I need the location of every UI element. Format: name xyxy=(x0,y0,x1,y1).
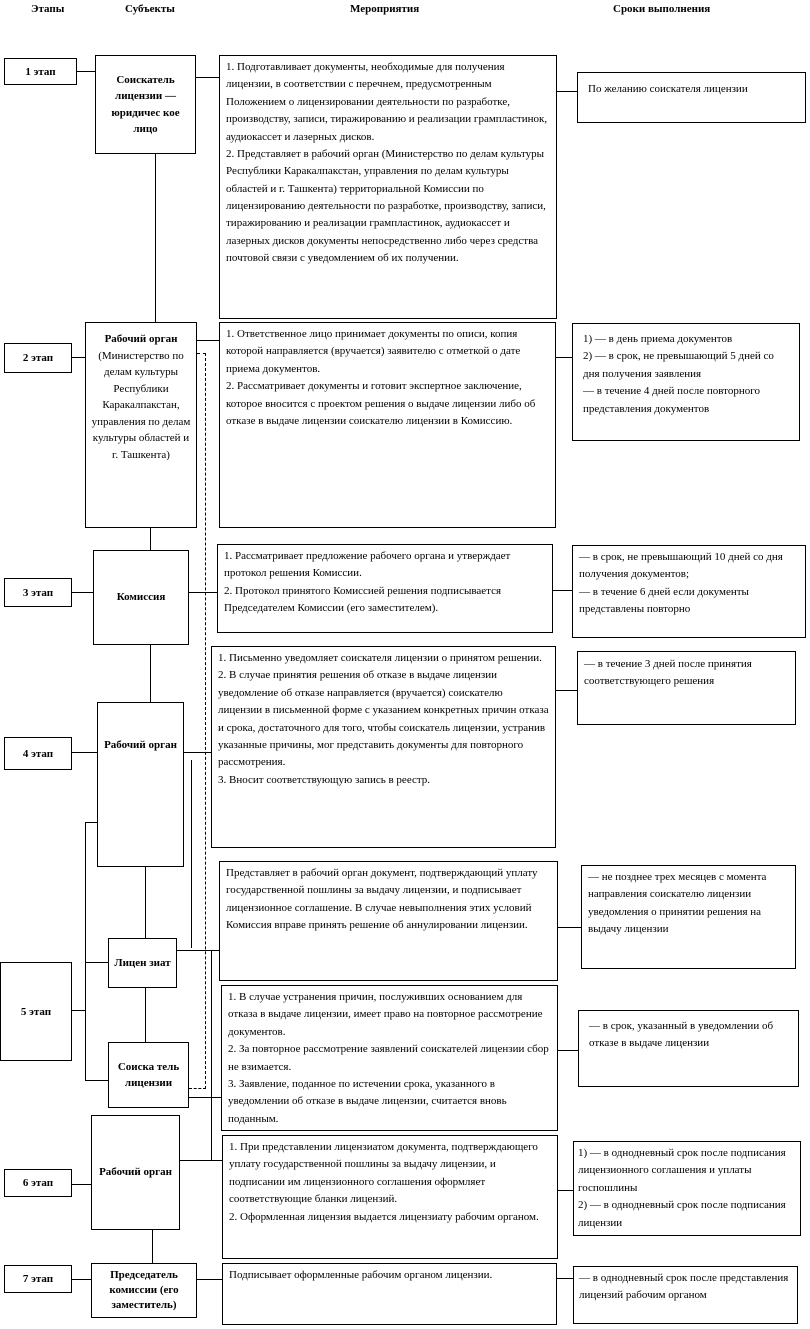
action-item: Представляет в рабочий орган документ, подтверждающий уплату государственной пошлины за выдачу лицензии, и подписывает лицензионное соглашение. В случае невыполнения этих условий Комиссия вправе принять решение об аннулировании лицензии. xyxy=(226,867,538,932)
action-item: 1. В случае устранения причин, послуживших основанием для отказа в выдаче лицензии, имеет право на повторное рассмотрение документов. xyxy=(228,991,543,1038)
deadline-stage-1 xyxy=(577,72,806,123)
action-stage-7 xyxy=(222,1263,557,1325)
connector xyxy=(150,645,151,702)
connector xyxy=(85,962,108,963)
stage-4: 4 этап xyxy=(4,737,72,770)
action-item: 1. Ответственное лицо принимает документы по описи, копия которой направляется (вручается) заявителю с отметкой о дате приема документов. xyxy=(226,328,521,375)
connector xyxy=(145,988,146,1042)
header-actions: Мероприятия xyxy=(350,3,420,15)
action-item: 1. Рассматривает предложение рабочего органа и утверждает протокол решения Комиссии. xyxy=(224,550,511,580)
action-stage-6 xyxy=(222,1135,558,1259)
subject-working-body-4 xyxy=(97,702,184,867)
deadline-stage-4 xyxy=(577,651,796,725)
action-stage-3 xyxy=(217,544,553,633)
action-item: 2. В случае принятия решения об отказе в выдаче лицензии уведомление об отказе направляется (вручается) соискателю лицензии в письменной форме с указанием конкретных причин отказа и срока, достаточного для того, чтобы соискатель лицензии, устранив указанные причины, мог представить документы для повторного рассмотрения. xyxy=(218,669,549,769)
header-subjects: Субъекты xyxy=(125,3,175,15)
subject-commission xyxy=(93,550,189,645)
subject-label: Соискатель лицензии — юридичес кое лицо xyxy=(111,73,180,135)
deadline-stage-5-licensee xyxy=(581,865,796,969)
connector xyxy=(189,592,217,593)
stage-1: 1 этап xyxy=(4,58,77,85)
action-stage-2 xyxy=(219,322,556,528)
deadline-item: 2) — в однодневный срок после подписания лицензии xyxy=(578,1199,786,1229)
connector xyxy=(72,1010,85,1011)
dashed-loop xyxy=(197,353,206,354)
connector xyxy=(184,752,211,753)
action-item: 2. Оформленная лицензия выдается лицензиату рабочим органом. xyxy=(229,1210,539,1223)
connector xyxy=(197,1279,222,1280)
deadline-stage-2 xyxy=(572,323,800,441)
connector xyxy=(72,357,85,358)
deadline-item: — в течение 4 дней после повторного представления документов xyxy=(583,385,760,415)
deadline-item: — в однодневный срок после представления лицензий рабочим органом xyxy=(579,1272,789,1302)
stage-5: 5 этап xyxy=(0,962,72,1061)
connector xyxy=(556,357,572,358)
header-deadlines: Сроки выполнения xyxy=(613,3,711,15)
connector xyxy=(72,752,97,753)
subject-label: Рабочий орган xyxy=(104,739,177,751)
stage-7: 7 этап xyxy=(4,1265,72,1293)
stage-2: 2 этап xyxy=(4,343,72,373)
deadline-item: По желанию соискателя лицензии xyxy=(588,83,748,95)
subject-working-body-6 xyxy=(91,1115,180,1230)
action-item: 2. Рассматривает документы и готовит экспертное заключение, которое вносится с проектом решения о выдаче лицензии либо об отказе в выдаче лицензии соискателю лицензии в Комиссию. xyxy=(226,380,536,427)
deadline-stage-3 xyxy=(572,545,806,638)
connector xyxy=(180,1160,222,1161)
action-stage-1 xyxy=(219,55,557,319)
action-stage-5-applicant xyxy=(221,985,558,1131)
action-item: 1. Подготавливает документы, необходимые для получения лицензии, в соответствии с перечнем, предусмотренным Положением о лицензировании деятельности по разработке, производству, записи, тиражированию и реализации грампластинок, аудиокассет и лазерных дисков. xyxy=(226,61,548,143)
connector xyxy=(189,1097,221,1098)
dashed-loop xyxy=(189,1088,206,1089)
action-item: 3. Заявление, поданное по истечении срока, указанного в уведомлении об отказе в выдаче лицензии, считается вновь поданным. xyxy=(228,1077,507,1125)
connector xyxy=(155,153,156,322)
subject-applicant xyxy=(108,1042,189,1108)
connector xyxy=(211,950,212,1160)
connector xyxy=(197,340,219,341)
connector xyxy=(558,1190,573,1191)
action-item: Подписывает оформленные рабочим органом лицензии. xyxy=(229,1269,493,1281)
deadline-item: 1) — в день приема документов xyxy=(583,333,733,345)
connector xyxy=(152,1230,153,1263)
connector xyxy=(557,1278,573,1279)
action-item: 3. Вносит соответствующую запись в реестр. xyxy=(218,773,431,786)
connector xyxy=(556,690,577,691)
action-stage-5-licensee xyxy=(219,861,558,981)
subject-detail: (Министерство по делам культуры Республики Каракалпакстан, управления по делам культуры областей и г. Ташкента) xyxy=(91,349,191,461)
deadline-stage-5-applicant xyxy=(578,1010,799,1087)
subject-label: Председатель комиссии (его заместитель) xyxy=(109,1269,179,1311)
deadline-item: — в срок, не превышающий 10 дней со дня получения документов; xyxy=(579,551,783,581)
connector xyxy=(145,867,146,938)
connector xyxy=(85,822,86,1081)
subject-label: Рабочий орган xyxy=(104,333,178,345)
connector xyxy=(558,1050,578,1051)
subject-label: Соиска тель лицензии xyxy=(117,1060,180,1089)
connector xyxy=(150,527,151,550)
deadline-stage-7 xyxy=(573,1266,798,1324)
connector xyxy=(557,91,577,92)
subject-applicant-legal xyxy=(95,55,196,154)
subject-label: Лицен зиат xyxy=(114,956,171,969)
action-item: 2. За повторное рассмотрение заявлений соискателей лицензии сбор не взимается. xyxy=(228,1043,549,1073)
action-item: 2. Протокол принятого Комиссией решения подписывается Председателем Комиссии (его заместителем). xyxy=(224,584,502,615)
deadline-stage-6 xyxy=(573,1141,801,1236)
subject-chairman xyxy=(91,1263,197,1318)
header-stages: Этапы xyxy=(31,3,65,15)
deadline-item: — не позднее трех месяцев с момента направления соискателю лицензии уведомления о принятии решения на выдачу лицензии xyxy=(588,871,767,936)
stage-3: 3 этап xyxy=(4,578,72,607)
subject-licensee xyxy=(108,938,177,988)
connector xyxy=(558,927,581,928)
action-item: 1. При представлении лицензиатом документа, подтверждающего уплату государственной пошлины за выдачу лицензии, и подписании им лицензионного соглашения оформляет соответствующие бланки лицензий. xyxy=(229,1141,538,1206)
stage-6: 6 этап xyxy=(4,1169,72,1197)
deadline-item: 2) — в срок, не превышающий 5 дней со дня получения заявления xyxy=(583,350,774,380)
connector xyxy=(85,822,97,823)
connector xyxy=(72,1279,91,1280)
connector xyxy=(177,950,219,951)
connector xyxy=(72,592,93,593)
deadline-item: — в течение 3 дней после принятия соответствующего решения xyxy=(584,658,752,688)
deadline-item: — в течение 6 дней если документы представлены повторно xyxy=(579,585,749,616)
deadline-item: — в срок, указанный в уведомлении об отказе в выдаче лицензии xyxy=(589,1020,774,1050)
connector xyxy=(195,77,219,78)
subject-label: Рабочий орган xyxy=(99,1166,172,1179)
connector xyxy=(85,1080,108,1081)
subject-label: Комиссия xyxy=(116,591,166,604)
dashed-loop xyxy=(205,353,206,1089)
action-item: 2. Представляет в рабочий орган (Министерство по делам культуры Республики Каракалпакстан, управления по делам культуры областей и г. Ташкента) территориальной Комиссии по лицензированию деятельности по разработке, производству, записи, тиражированию и реализации грампластинок, аудиокассет и лазерных дисков документы непосредственно либо через средства почтовой связи с уведомлением об их получении. xyxy=(226,147,546,265)
connector xyxy=(191,760,192,948)
subject-working-body xyxy=(85,322,197,528)
action-item: 1. Письменно уведомляет соискателя лицензии о принятом решении. xyxy=(218,652,542,664)
action-stage-4 xyxy=(211,646,556,848)
deadline-item: 1) — в однодневный срок после подписания лицензионного соглашения и уплаты госпошлины xyxy=(578,1147,786,1194)
connector xyxy=(72,1184,91,1185)
connector xyxy=(553,590,572,591)
connector xyxy=(77,71,95,72)
